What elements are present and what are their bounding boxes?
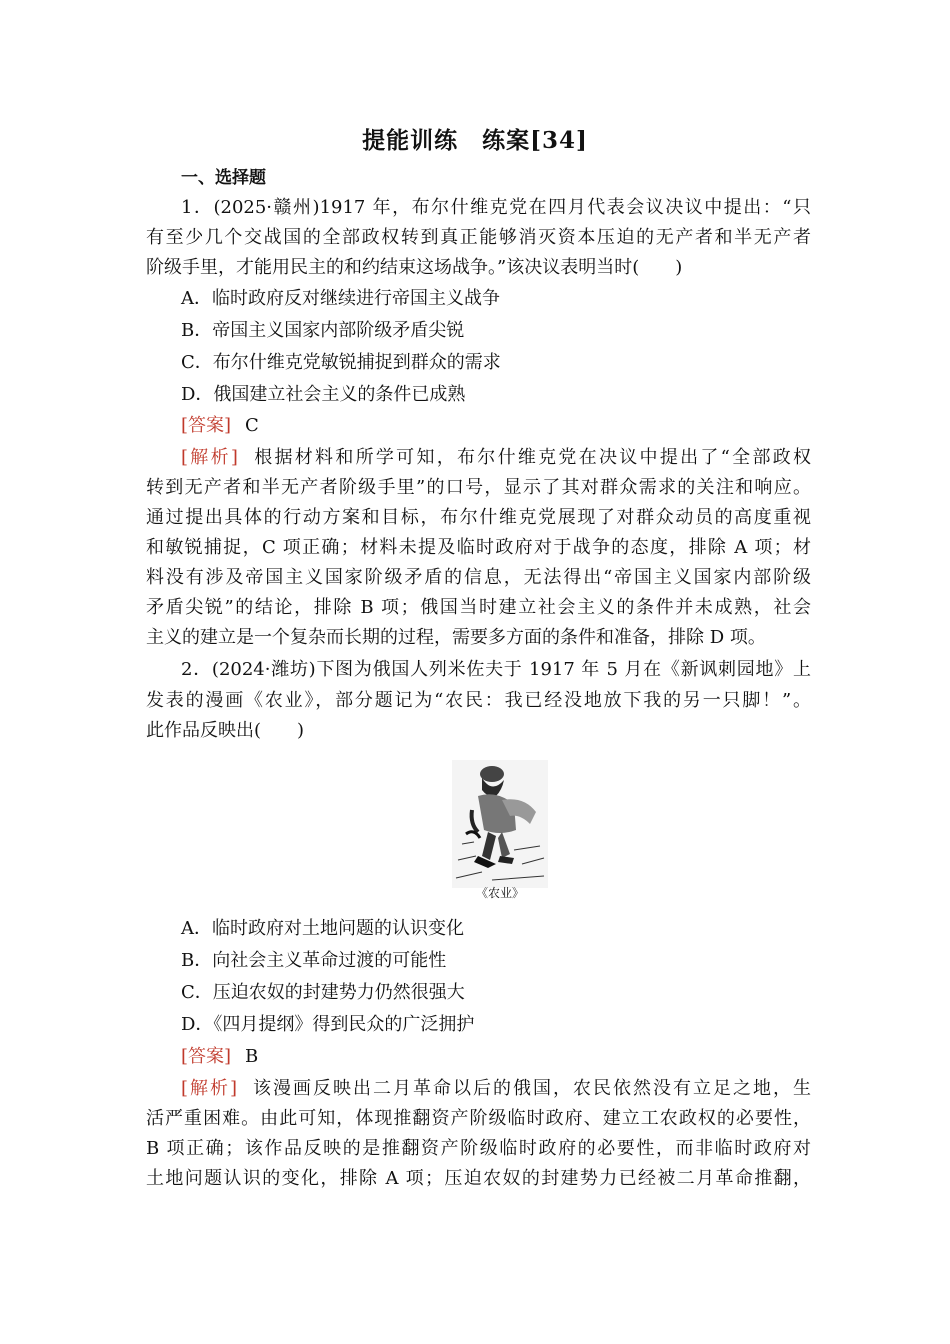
- q2-option-b: B．向社会主义革命过渡的可能性: [181, 950, 447, 971]
- q2-option-a: A．临时政府对土地问题的认识变化: [181, 918, 464, 939]
- q1-analysis-line: 通过提出具体的行动方案和目标，布尔什维克党展现了对群众动员的高度重视: [146, 507, 811, 528]
- cartoon-image: [452, 760, 548, 888]
- q2-analysis-line: 土地问题认识的变化，排除 A 项；压迫农奴的封建势力已经被二月革命推翻，: [146, 1168, 811, 1189]
- q1-analysis-line: 料没有涉及帝国主义国家阶级矛盾的信息，无法得出“帝国主义国家内部阶级: [146, 567, 811, 588]
- analysis-tag: [解析]: [181, 447, 238, 468]
- q1-analysis-line: 矛盾尖锐”的结论，排除 B 项；俄国当时建立社会主义的条件并未成熟，社会: [146, 597, 811, 618]
- q1-analysis-line: 转到无产者和半无产者阶级手里”的口号，显示了其对群众需求的关注和响应。: [146, 477, 811, 498]
- analysis-text: 根据材料和所学可知，布尔什维克党在决议中提出了“全部政权: [251, 447, 812, 468]
- q1-option-b: B．帝国主义国家内部阶级矛盾尖锐: [181, 320, 465, 341]
- q1-stem-line: 阶级手里，才能用民主的和约结束这场战争。”该决议表明当时( ): [146, 257, 683, 278]
- answer-value: B: [245, 1046, 259, 1067]
- q1-option-c: C．布尔什维克党敏锐捕捉到群众的需求: [181, 352, 501, 373]
- analysis-text: 该漫画反映出二月革命以后的俄国，农民依然没有立足之地，生: [251, 1078, 812, 1099]
- q2-option-d: D．《四月提纲》得到民众的广泛拥护: [181, 1014, 475, 1035]
- q1-stem-line: 有至少几个交战国的全部政权转到真正能够消灭资本压迫的无产者和半无产者: [146, 227, 811, 248]
- q2-analysis-line: [181, 1074, 811, 1104]
- figure-caption: 《农业》: [475, 886, 524, 900]
- q2-analysis-line: 活严重困难。由此可知，体现推翻资产阶级临时政府、建立工农政权的必要性，: [146, 1108, 811, 1129]
- q1-stem-line: 1．(2025·赣州)1917 年，布尔什维克党在四月代表会议决议中提出：“只: [181, 197, 811, 218]
- q1-analysis-line: [181, 443, 811, 473]
- q2-option-c: C．压迫农奴的封建势力仍然很强大: [181, 982, 465, 1003]
- q2-stem-line: 此作品反映出( ): [146, 720, 305, 741]
- q1-analysis-line: 主义的建立是一个复杂而长期的过程，需要多方面的条件和准备，排除 D 项。: [146, 627, 766, 648]
- answer-tag: [答案]: [181, 1046, 232, 1067]
- q1-answer: [181, 411, 811, 441]
- answer-value: C: [245, 415, 259, 436]
- q2-answer: [181, 1042, 811, 1072]
- q1-option-a: A．临时政府反对继续进行帝国主义战争: [181, 288, 500, 309]
- q2-stem-line: 2．(2024·潍坊)下图为俄国人列米佐夫于 1917 年 5 月在《新讽刺园地》上: [181, 659, 811, 680]
- q2-stem-line: 发表的漫画《农业》，部分题记为“农民：我已经没地放下我的另一只脚！”。: [146, 690, 811, 711]
- section-heading: 一、选择题: [181, 168, 266, 188]
- answer-tag: [答案]: [181, 415, 232, 436]
- q2-analysis-line: B 项正确；该作品反映的是推翻资产阶级临时政府的必要性，而非临时政府对: [146, 1138, 811, 1159]
- analysis-tag: [解析]: [181, 1078, 238, 1099]
- page-title: 提能训练 练案[34]: [362, 127, 588, 154]
- q1-analysis-line: 和敏锐捕捉，C 项正确；材料未提及临时政府对于战争的态度，排除 A 项；材: [146, 537, 811, 558]
- q1-option-d: D．俄国建立社会主义的条件已成熟: [181, 384, 466, 405]
